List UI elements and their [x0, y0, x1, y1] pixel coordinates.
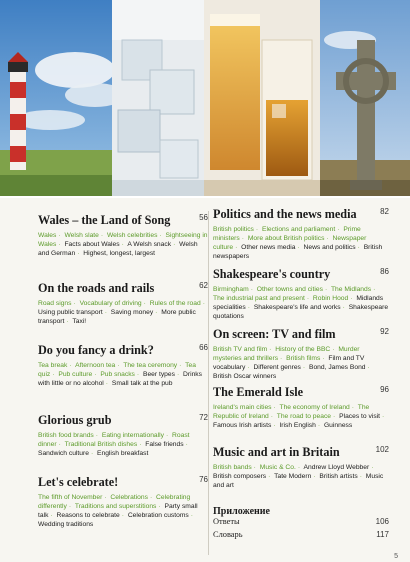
section-title: Wales – the Land of Song [38, 213, 171, 227]
lighthouse-photo [0, 0, 125, 198]
section-title: Politics and the news media [213, 207, 357, 221]
topic-item: Music & Co. [259, 464, 296, 471]
topic-item: News and politics [303, 244, 356, 251]
section-page-number: 62 [199, 281, 208, 290]
topic-separator: · [269, 346, 272, 353]
topic-item: Robin Hood [312, 295, 349, 302]
toc-section[interactable] [38, 411, 208, 458]
topic-separator: · [357, 244, 360, 251]
topic-item: Drinks with little or no alcohol [38, 371, 202, 387]
section-header [213, 205, 389, 225]
topic-item: Birmingham [213, 286, 249, 293]
section-page-number: 56 [199, 213, 208, 222]
topic-item: Elections and parliament [261, 226, 336, 233]
topic-item: Taxi! [72, 318, 87, 325]
toc-section[interactable] [38, 473, 208, 529]
topic-item: Guinness [323, 422, 353, 429]
topic-separator: · [350, 295, 353, 302]
topic-item: Welsh and German [38, 241, 198, 257]
topic-separator: · [273, 422, 276, 429]
section-topics [213, 463, 389, 490]
topic-separator: · [139, 441, 142, 448]
topic-separator: · [136, 371, 140, 378]
topic-separator: · [255, 226, 259, 233]
drinks-photo [204, 0, 320, 198]
section-topics [38, 431, 208, 458]
topic-separator: · [241, 235, 244, 242]
appendix-page-number: 117 [376, 530, 389, 539]
topic-item: Tea break [38, 362, 68, 369]
topic-item: Welsh slate [64, 232, 99, 239]
topic-separator: · [359, 473, 362, 480]
toc-section[interactable] [213, 265, 389, 321]
topic-separator: · [143, 300, 146, 307]
topic-separator: · [50, 512, 53, 519]
topic-item: Famous Irish artists [213, 422, 272, 429]
section-header [213, 443, 389, 463]
topic-separator: · [90, 450, 94, 457]
appendix-label: Словарь [213, 530, 243, 539]
topic-item: Film and TV vocabulary [213, 355, 365, 371]
column-divider [208, 211, 209, 555]
section-page-number: 96 [380, 385, 389, 394]
topic-item: Music and art [213, 473, 384, 489]
topic-item: Bond, James Bond [309, 364, 366, 371]
topic-item: British Oscar winners [213, 373, 277, 380]
topic-separator: · [100, 232, 104, 239]
topic-item: British artists [319, 473, 358, 480]
section-title: The Emerald Isle [213, 385, 304, 399]
topic-item: Other towns and cities [256, 286, 323, 293]
topic-separator: · [176, 371, 180, 378]
topic-separator: · [332, 346, 335, 353]
section-title: Do you fancy a drink? [38, 343, 154, 357]
topic-item: Party small talk [38, 503, 198, 519]
topic-item: The Midlands [330, 286, 372, 293]
topic-separator: · [104, 309, 107, 316]
section-title: On screen: TV and film [213, 327, 336, 341]
topic-item: British bands [213, 464, 252, 471]
topic-separator: · [52, 371, 55, 378]
topic-item: Celebrating differently [38, 494, 191, 510]
topic-item: British composers [213, 473, 267, 480]
section-page-number: 92 [380, 327, 389, 336]
section-topics [38, 493, 208, 529]
page-number: 5 [394, 553, 398, 560]
topic-item: Midlands specialities [213, 295, 384, 311]
topic-separator: · [173, 241, 176, 248]
topic-separator: · [58, 241, 61, 248]
section-topics [213, 285, 389, 321]
topic-separator: · [247, 304, 250, 311]
topic-item: Pub culture [58, 371, 93, 378]
topic-separator: · [117, 362, 120, 369]
topic-item: Irish English [279, 422, 316, 429]
topic-item: Places to visit [339, 413, 381, 420]
topic-separator: · [333, 413, 336, 420]
topic-item: English breakfast [97, 450, 149, 457]
topic-item: Using public transport [38, 309, 103, 316]
topic-item: Shakespeare's life and works [253, 304, 341, 311]
topic-separator: · [235, 244, 238, 251]
topic-item: Afternoon tea [75, 362, 116, 369]
topic-item: Traditions and superstitions [74, 503, 157, 510]
topic-item: British newspapers [213, 244, 383, 260]
topic-item: The economy of Ireland [279, 404, 350, 411]
section-topics [213, 225, 389, 261]
topic-item: Celebration customs [127, 512, 189, 519]
topic-item: The tea ceremony [123, 362, 178, 369]
section-header [213, 325, 389, 345]
topic-separator: · [121, 512, 124, 519]
toc-section[interactable] [213, 325, 389, 381]
section-page-number: 102 [375, 445, 389, 454]
topic-item: Saving money [110, 309, 154, 316]
topic-separator: · [302, 364, 306, 371]
section-header [38, 279, 208, 299]
topic-separator: · [165, 432, 169, 439]
topic-item: Andrew Lloyd Webber [303, 464, 370, 471]
topic-separator: · [149, 494, 153, 501]
section-header [38, 211, 208, 231]
topic-separator: · [185, 441, 188, 448]
topic-item: British politics [213, 226, 254, 233]
topic-item: Tea quiz [38, 362, 196, 378]
topic-separator: · [342, 304, 345, 311]
topic-item: Sandwich culture [38, 450, 89, 457]
section-page-number: 82 [380, 207, 389, 216]
topic-item: Other news media [241, 244, 296, 251]
topic-separator: · [77, 250, 80, 257]
topic-separator: · [373, 286, 376, 293]
topic-separator: · [337, 226, 340, 233]
section-header [38, 341, 208, 361]
topic-separator: · [95, 432, 98, 439]
section-page-number: 72 [199, 413, 208, 422]
section-topics [38, 231, 208, 258]
topic-item: Traditional British dishes [64, 441, 138, 448]
topic-separator: · [371, 464, 374, 471]
topic-item: Wedding traditions [38, 521, 94, 528]
toc-section[interactable] [213, 205, 389, 261]
topic-item: History of the BBC [275, 346, 331, 353]
topic-separator: · [326, 235, 329, 242]
topic-separator: · [322, 355, 325, 362]
topic-separator: · [58, 441, 61, 448]
topic-separator: · [104, 494, 107, 501]
toc-section[interactable] [213, 383, 389, 430]
topic-item: Newspaper culture [213, 235, 367, 251]
toc-section[interactable] [38, 211, 208, 258]
topic-separator: · [105, 380, 109, 387]
topic-item: Rules of the road [149, 300, 201, 307]
section-page-number: 86 [380, 267, 389, 276]
appendix-label: Ответы [213, 517, 240, 526]
topic-item: Ireland's main cities [213, 404, 272, 411]
section-header [38, 411, 208, 431]
topic-item: Reasons to celebrate [56, 512, 120, 519]
topic-separator: · [270, 413, 273, 420]
topic-separator: · [58, 232, 61, 239]
table-of-contents [0, 205, 410, 562]
topic-item: Highest, longest, largest [83, 250, 156, 257]
topic-item: British TV and film [213, 346, 268, 353]
topic-item: Eating internationally [101, 432, 164, 439]
topic-item: The fifth of November [38, 494, 103, 501]
topic-item: Small talk at the pub [111, 380, 173, 387]
topic-item: British food brands [38, 432, 94, 439]
topic-item: The road to peace [276, 413, 332, 420]
topic-separator: · [306, 295, 310, 302]
topic-item: Pub snacks [100, 371, 135, 378]
appendix-page-number: 106 [375, 517, 389, 526]
toc-section[interactable] [38, 341, 208, 388]
appendix-row[interactable] [213, 530, 389, 543]
topic-separator: · [268, 473, 271, 480]
section-header [38, 473, 208, 493]
topic-separator: · [121, 241, 124, 248]
topic-item: The industrial past and present [213, 295, 305, 302]
header-photo-strip [0, 0, 410, 198]
topic-separator: · [247, 364, 250, 371]
topic-separator: · [190, 512, 194, 519]
ice-cubes-photo [112, 0, 204, 198]
topic-item: More public transport [38, 309, 196, 325]
topic-item: Sightseeing in Wales [38, 232, 208, 248]
toc-section[interactable] [38, 279, 208, 326]
appendix-row[interactable] [213, 517, 389, 530]
section-topics [38, 361, 208, 388]
topic-separator: · [94, 371, 97, 378]
topic-item: British films [286, 355, 321, 362]
section-title: Let's celebrate! [38, 475, 119, 489]
section-title: Shakespeare's country [213, 267, 331, 281]
topic-separator: · [159, 232, 162, 239]
topic-separator: · [158, 503, 161, 510]
topic-separator: · [66, 318, 69, 325]
section-topics [213, 345, 389, 381]
topic-separator: · [367, 364, 370, 371]
topic-separator: · [253, 464, 256, 471]
topic-separator: · [313, 473, 316, 480]
section-page-number: 66 [199, 343, 208, 352]
topic-separator: · [297, 464, 301, 471]
topic-separator: · [155, 309, 158, 316]
topic-separator: · [68, 503, 72, 510]
topic-item: Different genres [253, 364, 301, 371]
topic-item: Murder mysteries and thrillers [213, 346, 360, 362]
topic-item: A Welsh snack [127, 241, 172, 248]
section-header [213, 265, 389, 285]
topic-separator: · [382, 413, 385, 420]
topic-item: Wales [38, 232, 57, 239]
topic-item: Beer types [142, 371, 175, 378]
section-title: Music and art in Britain [213, 445, 340, 459]
toc-section[interactable] [213, 443, 389, 490]
topic-item: Roast dinner [38, 432, 190, 448]
section-title: Glorious grub [38, 413, 112, 427]
topic-separator: · [273, 404, 276, 411]
topic-item: Tate Modern [274, 473, 312, 480]
topic-item: Celebrations [110, 494, 148, 501]
topic-item: Road signs [38, 300, 72, 307]
section-page-number: 76 [199, 475, 208, 484]
topic-item: Vocabulary of driving [79, 300, 142, 307]
topic-item: Prime ministers [213, 226, 361, 242]
section-header [213, 383, 389, 403]
topic-separator: · [280, 355, 283, 362]
appendix-section [213, 501, 389, 543]
topic-item: Shakespeare quotations [213, 304, 389, 320]
appendix-title: Приложение [213, 506, 270, 517]
appendix-header [213, 501, 389, 517]
topic-separator: · [69, 362, 72, 369]
topic-item: More about British politics [247, 235, 325, 242]
topic-separator: · [202, 300, 205, 307]
celtic-cross-photo [320, 0, 410, 198]
topic-item: Facts about Wales [64, 241, 120, 248]
topic-item: The Republic of Ireland [213, 404, 370, 420]
topic-separator: · [73, 300, 76, 307]
topic-separator: · [324, 286, 328, 293]
topic-separator: · [317, 422, 321, 429]
topic-separator: · [297, 244, 300, 251]
topic-separator: · [179, 362, 182, 369]
section-title: On the roads and rails [38, 281, 155, 295]
section-topics [213, 403, 389, 430]
topic-item: Welsh celebrities [106, 232, 158, 239]
topic-separator: · [351, 404, 354, 411]
topic-separator: · [250, 286, 253, 293]
topic-item: False friends [145, 441, 184, 448]
section-topics [38, 299, 208, 326]
